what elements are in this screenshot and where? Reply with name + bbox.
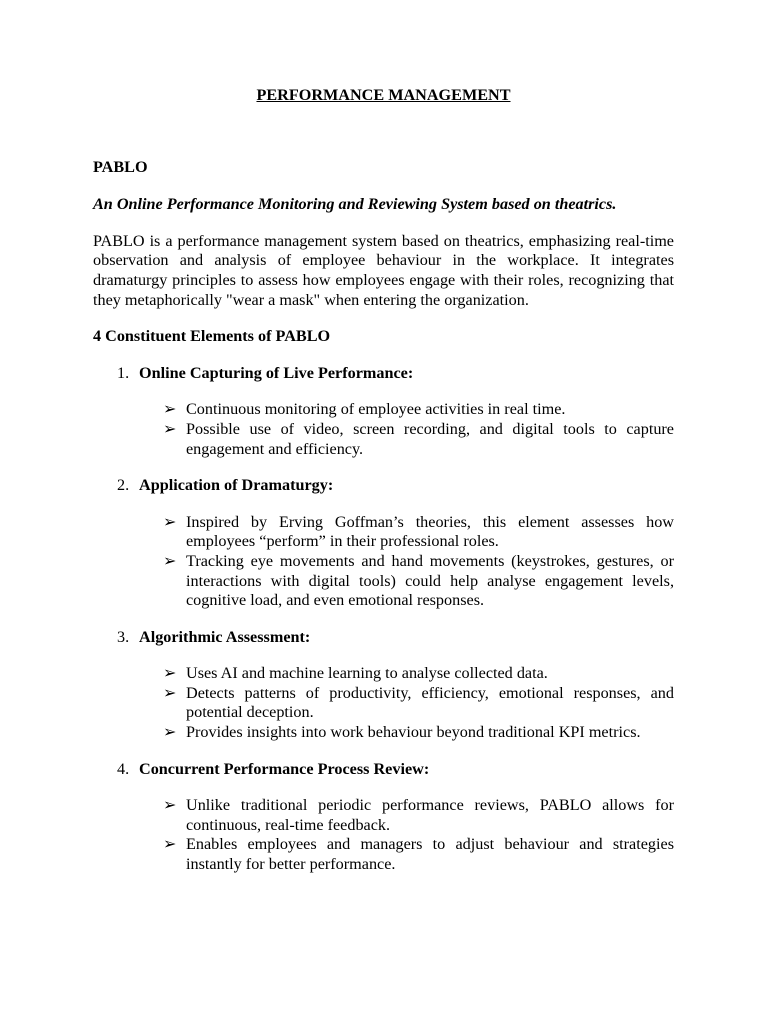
bullet-text: Possible use of video, screen recording, and digital tools to capture engagement and efficiency. bbox=[186, 419, 674, 458]
element-heading bbox=[93, 760, 674, 780]
arrowhead-bullet-icon: ➢ bbox=[163, 400, 177, 419]
element-number: 1. bbox=[117, 363, 130, 382]
intro-paragraph: PABLO is a performance management system based on theatrics, emphasizing real-time observation and analysis of employee behaviour in the workplace. It integrates dramaturgy principles to assess how employees engage with their roles, recognizing that they metaphorically "wear a mask" when entering the organization. bbox=[93, 231, 674, 309]
system-name: PABLO bbox=[93, 157, 148, 176]
bullet-list bbox=[93, 664, 674, 742]
section-heading: 4 Constituent Elements of PABLO bbox=[93, 327, 331, 346]
arrowhead-bullet-icon: ➢ bbox=[163, 796, 177, 815]
bullet-item bbox=[93, 400, 674, 420]
bullet-text: Provides insights into work behaviour beyond traditional KPI metrics. bbox=[186, 723, 641, 742]
document-title: PERFORMANCE MANAGEMENT bbox=[256, 86, 511, 104]
element-2 bbox=[93, 476, 674, 611]
bullet-text: Inspired by Erving Goffman’s theories, this element assesses how employees “perform” in their professional roles. bbox=[186, 512, 674, 551]
bullet-text: Tracking eye movements and hand movements (keystrokes, gestures, or interactions with digital tools) could help analyse engagement levels, cognitive load, and even emotional responses. bbox=[186, 551, 674, 610]
bullet-list bbox=[93, 796, 674, 874]
element-title: Application of Dramaturgy: bbox=[139, 476, 334, 495]
arrowhead-bullet-icon: ➢ bbox=[163, 664, 177, 683]
bullet-text: Detects patterns of productivity, efficiency, emotional responses, and potential deception. bbox=[186, 683, 674, 722]
bullet-item bbox=[93, 664, 674, 684]
system-subtitle: An Online Performance Monitoring and Reviewing System based on theatrics. bbox=[93, 195, 617, 214]
element-heading bbox=[93, 628, 674, 648]
bullet-item bbox=[93, 513, 674, 552]
bullet-text: Unlike traditional periodic performance reviews, PABLO allows for continuous, real-time feedback. bbox=[186, 796, 674, 834]
arrowhead-bullet-icon: ➢ bbox=[163, 419, 177, 438]
bullet-item bbox=[93, 552, 674, 611]
document-page bbox=[93, 86, 674, 875]
element-heading bbox=[93, 364, 674, 384]
arrowhead-bullet-icon: ➢ bbox=[163, 723, 177, 742]
bullet-list bbox=[93, 513, 674, 611]
bullet-item bbox=[93, 835, 674, 874]
element-title: Online Capturing of Live Performance: bbox=[139, 363, 414, 382]
bullet-list bbox=[93, 400, 674, 459]
element-4 bbox=[93, 760, 674, 875]
element-3 bbox=[93, 628, 674, 743]
element-number: 4. bbox=[117, 759, 130, 778]
element-1 bbox=[93, 364, 674, 459]
arrowhead-bullet-icon: ➢ bbox=[163, 512, 177, 531]
bullet-item bbox=[93, 684, 674, 723]
element-number: 2. bbox=[117, 476, 130, 495]
bullet-text: Enables employees and managers to adjust behaviour and strategies instantly for better performance. bbox=[186, 835, 674, 874]
arrowhead-bullet-icon: ➢ bbox=[163, 551, 177, 570]
element-number: 3. bbox=[117, 627, 130, 646]
bullet-item bbox=[93, 796, 674, 835]
arrowhead-bullet-icon: ➢ bbox=[163, 683, 177, 702]
bullet-item bbox=[93, 723, 674, 743]
element-title: Algorithmic Assessment: bbox=[139, 627, 311, 646]
bullet-text: Continuous monitoring of employee activities in real time. bbox=[186, 400, 566, 419]
arrowhead-bullet-icon: ➢ bbox=[163, 835, 177, 854]
element-title: Concurrent Performance Process Review: bbox=[139, 759, 430, 778]
bullet-item bbox=[93, 420, 674, 459]
element-heading bbox=[93, 476, 674, 496]
elements-list bbox=[93, 364, 674, 875]
bullet-text: Uses AI and machine learning to analyse collected data. bbox=[186, 664, 548, 683]
